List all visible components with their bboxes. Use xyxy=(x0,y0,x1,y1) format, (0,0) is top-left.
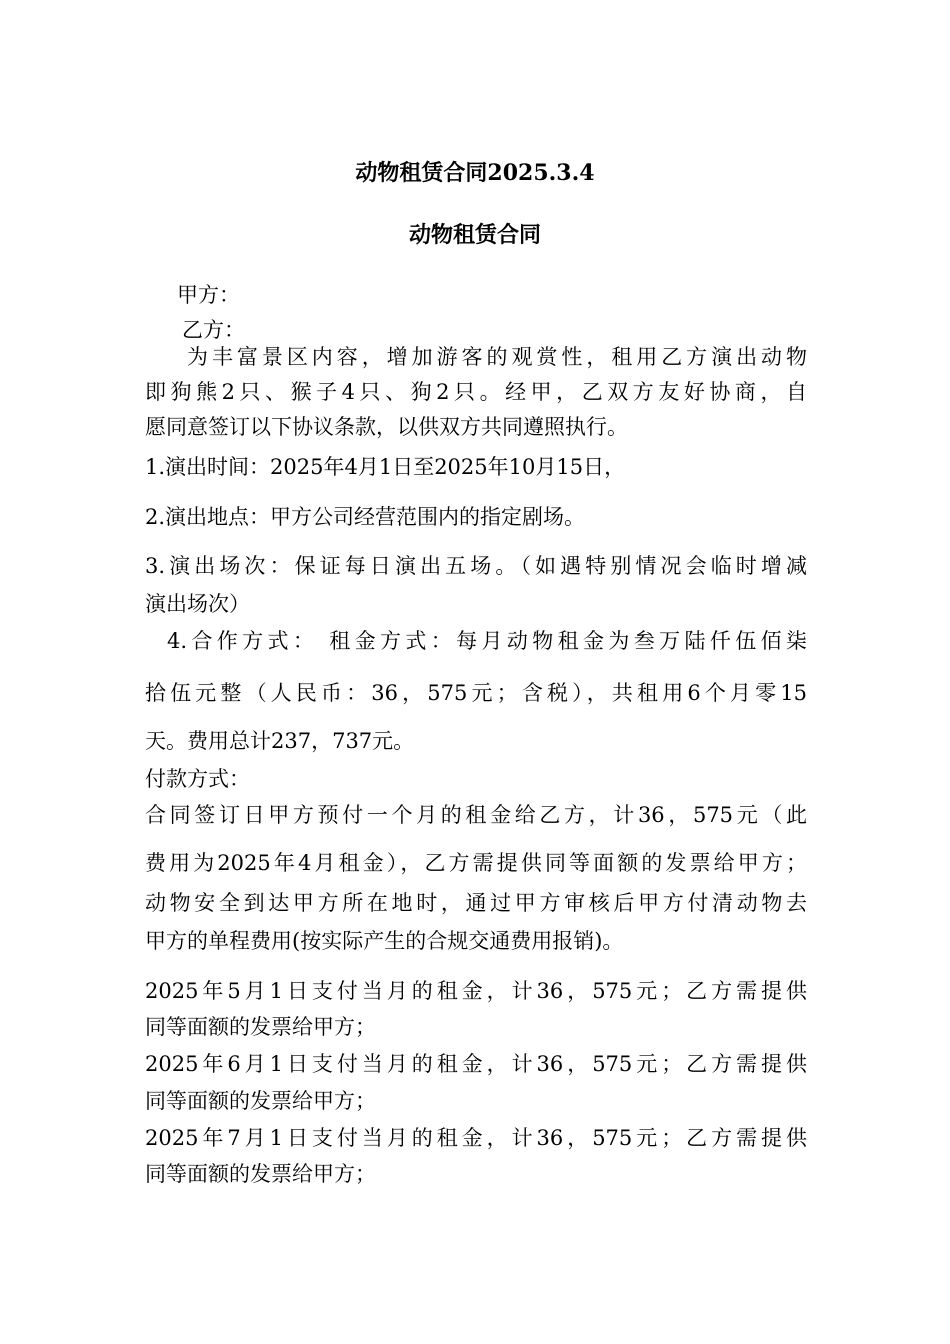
intro-line-3: 愿同意签订以下协议条款，以供双方共同遵照执行。 xyxy=(145,415,628,439)
clause-performance-count-line-2: 演出场次） xyxy=(145,592,250,616)
clause-performance-venue: 2.演出地点：甲方公司经营范围内的指定剧场。 xyxy=(145,505,586,529)
payment-prepay-line-3: 动物安全到达甲方所在地时，通过甲方审核后甲方付清动物去 xyxy=(145,891,807,915)
payment-june-line-2: 同等面额的发票给甲方； xyxy=(145,1089,376,1113)
payment-july-line-1: 2025年7月1日支付当月的租金，计36，575元；乙方需提供 xyxy=(145,1126,807,1150)
document-title: 动物租赁合同2025.3.4 xyxy=(355,160,595,186)
payment-heading: 付款方式： xyxy=(145,767,250,791)
clause-cooperation-line-2: 拾伍元整（人民币：36，575元；含税），共租用6个月零15 xyxy=(145,681,807,705)
party-a-label: 甲方： xyxy=(177,283,240,307)
clause-performance-time: 1.演出时间：2025年4月1日至2025年10月15日， xyxy=(145,455,626,479)
clause-performance-count-line-1: 3.演出场次：保证每日演出五场。（如遇特别情况会临时增减 xyxy=(145,554,807,578)
payment-prepay-line-2: 费用为2025年4月租金），乙方需提供同等面额的发票给甲方； xyxy=(145,851,807,875)
payment-july-line-2: 同等面额的发票给甲方； xyxy=(145,1162,376,1186)
payment-june-line-1: 2025年6月1日支付当月的租金，计36，575元；乙方需提供 xyxy=(145,1052,807,1076)
payment-prepay-line-4: 甲方的单程费用(按实际产生的合规交通费用报销)。 xyxy=(145,929,624,953)
intro-line-1: 为丰富景区内容，增加游客的观赏性，租用乙方演出动物 xyxy=(187,345,807,369)
clause-cooperation-line-1: 4.合作方式： 租金方式：每月动物租金为叁万陆仟伍佰柒 xyxy=(167,629,807,653)
contract-heading: 动物租赁合同 xyxy=(408,222,541,248)
payment-may-line-2: 同等面额的发票给甲方； xyxy=(145,1015,376,1039)
intro-line-2: 即狗熊2只、猴子4只、狗2只。经甲，乙双方友好协商，自 xyxy=(145,380,807,404)
party-b-label: 乙方： xyxy=(182,318,245,342)
clause-cooperation-line-3: 天。费用总计237，737元。 xyxy=(145,729,415,753)
payment-prepay-line-1: 合同签订日甲方预付一个月的租金给乙方，计36，575元（此 xyxy=(145,803,807,827)
payment-may-line-1: 2025年5月1日支付当月的租金，计36，575元；乙方需提供 xyxy=(145,979,807,1003)
